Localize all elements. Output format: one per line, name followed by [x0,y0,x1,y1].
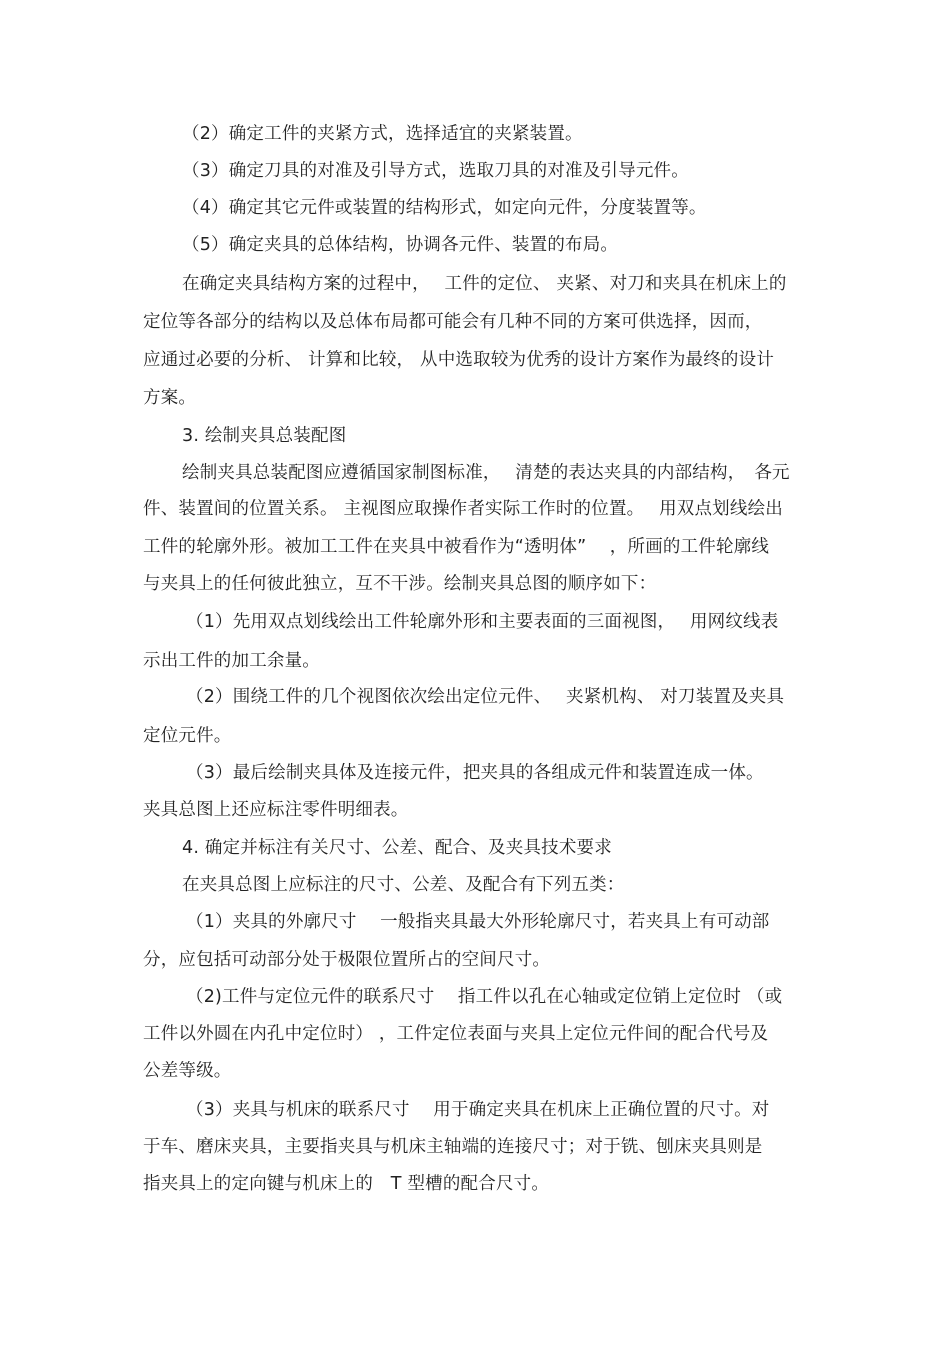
text-line: 示出工件的加工余量。 [143,651,320,671]
text-line: 工件的轮廓外形。被加工工件在夹具中被看作为“透明体” ，所画的工件轮廓线 [143,537,770,557]
text-line: 夹具总图上还应标注零件明细表。 [143,800,409,820]
text-line: 分，应包括可动部分处于极限位置所占的空间尺寸。 [143,950,551,970]
text-line: 定位元件。 [143,726,232,746]
text-line: 件、装置间的位置关系。 主视图应取操作者实际工作时的位置。 用双点划线绘出 [143,499,783,519]
text-line: 于车、磨床夹具，主要指夹具与机床主轴端的连接尺寸；对于铣、刨床夹具则是 [143,1137,763,1157]
text-line: 与夹具上的任何彼此独立，互不干涉。绘制夹具总图的顺序如下： [143,574,657,594]
text-line: 指夹具上的定向键与机床上的 T 型槽的配合尺寸。 [143,1174,550,1194]
text-line: （2）围绕工件的几个视图依次绘出定位元件、 夹紧机构、 对刀装置及夹具 [186,687,785,707]
text-line: （4）确定其它元件或装置的结构形式，如定向元件，分度装置等。 [182,198,707,218]
section-heading: 3. 绘制夹具总装配图 [182,426,347,446]
text-line: 在确定夹具结构方案的过程中， 工件的定位、 夹紧、对刀和夹具在机床上的 [182,274,787,294]
text-line: （5）确定夹具的总体结构，协调各元件、装置的布局。 [182,235,619,255]
text-line: 应通过必要的分析、 计算和比较， 从中选取较为优秀的设计方案作为最终的设计 [143,350,775,370]
text-line: （1）夹具的外廓尺寸 一般指夹具最大外形轮廓尺寸，若夹具上有可动部 [186,912,770,932]
section-heading: 4. 确定并标注有关尺寸、公差、配合、及夹具技术要求 [182,838,612,858]
text-line: （1）先用双点划线绘出工件轮廓外形和主要表面的三面视图， 用网纹线表 [186,612,779,632]
text-line: 绘制夹具总装配图应遵循国家制图标准， 清楚的表达夹具的内部结构， 各元 [182,463,790,483]
text-line: （3）最后绘制夹具体及连接元件，把夹具的各组成元件和装置连成一体。 [186,763,764,783]
text-line: （3）夹具与机床的联系尺寸 用于确定夹具在机床上正确位置的尺寸。对 [186,1100,770,1120]
text-line: 工件以外圆在内孔中定位时） ，工件定位表面与夹具上定位元件间的配合代号及 [143,1024,769,1044]
text-line: （2)工件与定位元件的联系尺寸 指工件以孔在心轴或定位销上定位时 （或 [186,987,783,1007]
text-line: 公差等级。 [143,1061,232,1081]
text-line: 定位等各部分的结构以及总体布局都可能会有几种不同的方案可供选择，因而， [143,312,763,332]
text-line: （2）确定工件的夹紧方式，选择适宜的夹紧装置。 [182,124,583,144]
text-line: 在夹具总图上应标注的尺寸、公差、及配合有下列五类： [182,875,625,895]
text-line: 方案。 [143,388,197,408]
text-line: （3）确定刀具的对准及引导方式，选取刀具的对准及引导元件。 [182,161,689,181]
